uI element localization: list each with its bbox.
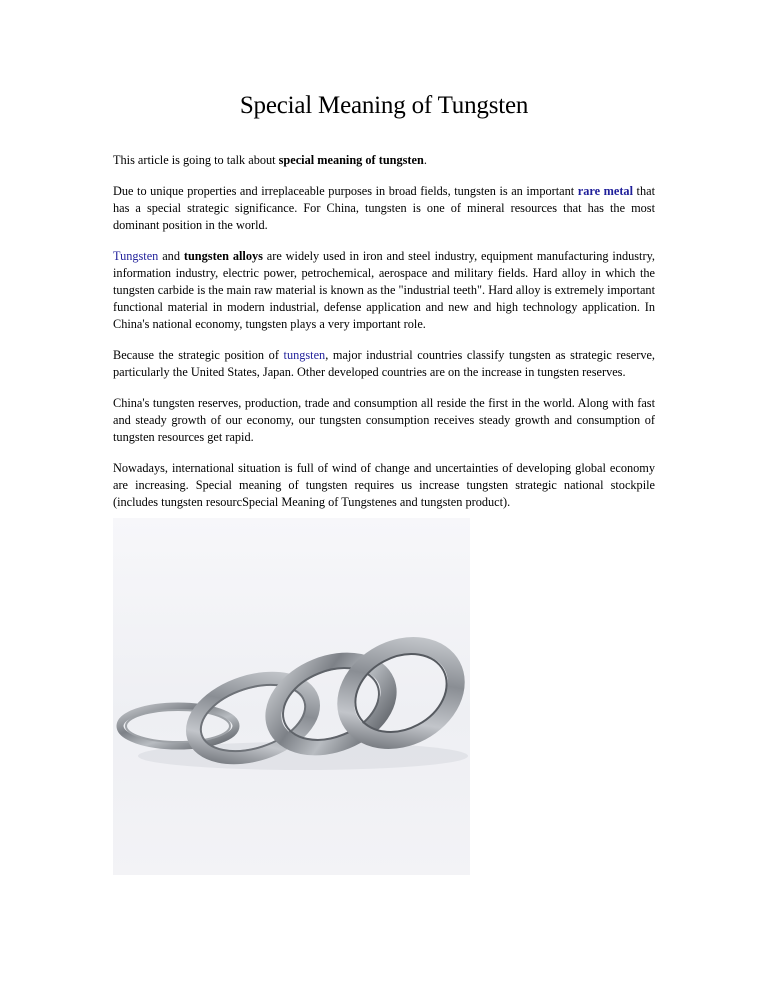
paragraph-text: Nowadays, international situation is full of wind of change and uncertainties of developing global economy are increasing. Special meaning of tungsten requires us increase tungsten strategic national stockpile (includes tungsten resourcSpecial Meaning of Tungstenes and tungsten product). xyxy=(113,461,655,509)
article-body xyxy=(113,152,655,525)
paragraph-strategic xyxy=(113,347,655,381)
paragraph-intro xyxy=(113,152,655,169)
paragraph-text: , major industrial countries classify tungsten as strategic reserve, particularly the United States, Japan. Other developed countries are on the increase in tungsten reserves. xyxy=(113,348,655,379)
paragraph-text: that has a special strategic significance. For China, tungsten is one of mineral resources that has the most dominant position in the world. xyxy=(113,184,656,232)
tungsten-link-2[interactable]: tungsten xyxy=(283,348,326,362)
paragraph-text: Due to unique properties and irreplaceable purposes in broad fields, tungsten is an important xyxy=(113,184,578,198)
paragraph-text: Because the strategic position of xyxy=(113,348,284,362)
tungsten-link[interactable]: Tungsten xyxy=(113,249,159,263)
rare-metal-link[interactable]: rare metal xyxy=(577,184,633,198)
paragraph-text: and xyxy=(158,249,184,263)
bold-phrase: special meaning of tungsten xyxy=(278,153,424,167)
paragraph-rare-metal xyxy=(113,183,655,234)
paragraph-text: China's tungsten reserves, production, trade and consumption all reside the first in the world. Along with fast and steady growth of our economy, our tungsten consumption receives steady growth and consumption of tungsten resources get rapid. xyxy=(113,396,655,444)
paragraph-text: . xyxy=(423,153,427,167)
paragraph-text: are widely used in iron and steel industry, equipment manufacturing industry, information industry, electric power, petrochemical, aerospace and military fields. Hard alloy in which the tungsten carbide is the main raw material is known as the "industrial teeth". Hard alloy is extremely important functional material in modern industrial, defense application and new and high technology application. In China's national economy, tungsten plays a very important role. xyxy=(113,249,655,331)
tungsten-wire-coils-icon xyxy=(113,518,470,875)
paragraph-china xyxy=(113,395,655,446)
page-title: Special Meaning of Tungsten xyxy=(239,92,529,119)
bold-phrase: tungsten alloys xyxy=(183,249,263,263)
paragraph-uses xyxy=(113,248,655,333)
paragraph-text: This article is going to talk about xyxy=(113,153,279,167)
tungsten-wire-photo xyxy=(113,518,470,875)
paragraph-nowadays xyxy=(113,460,655,511)
